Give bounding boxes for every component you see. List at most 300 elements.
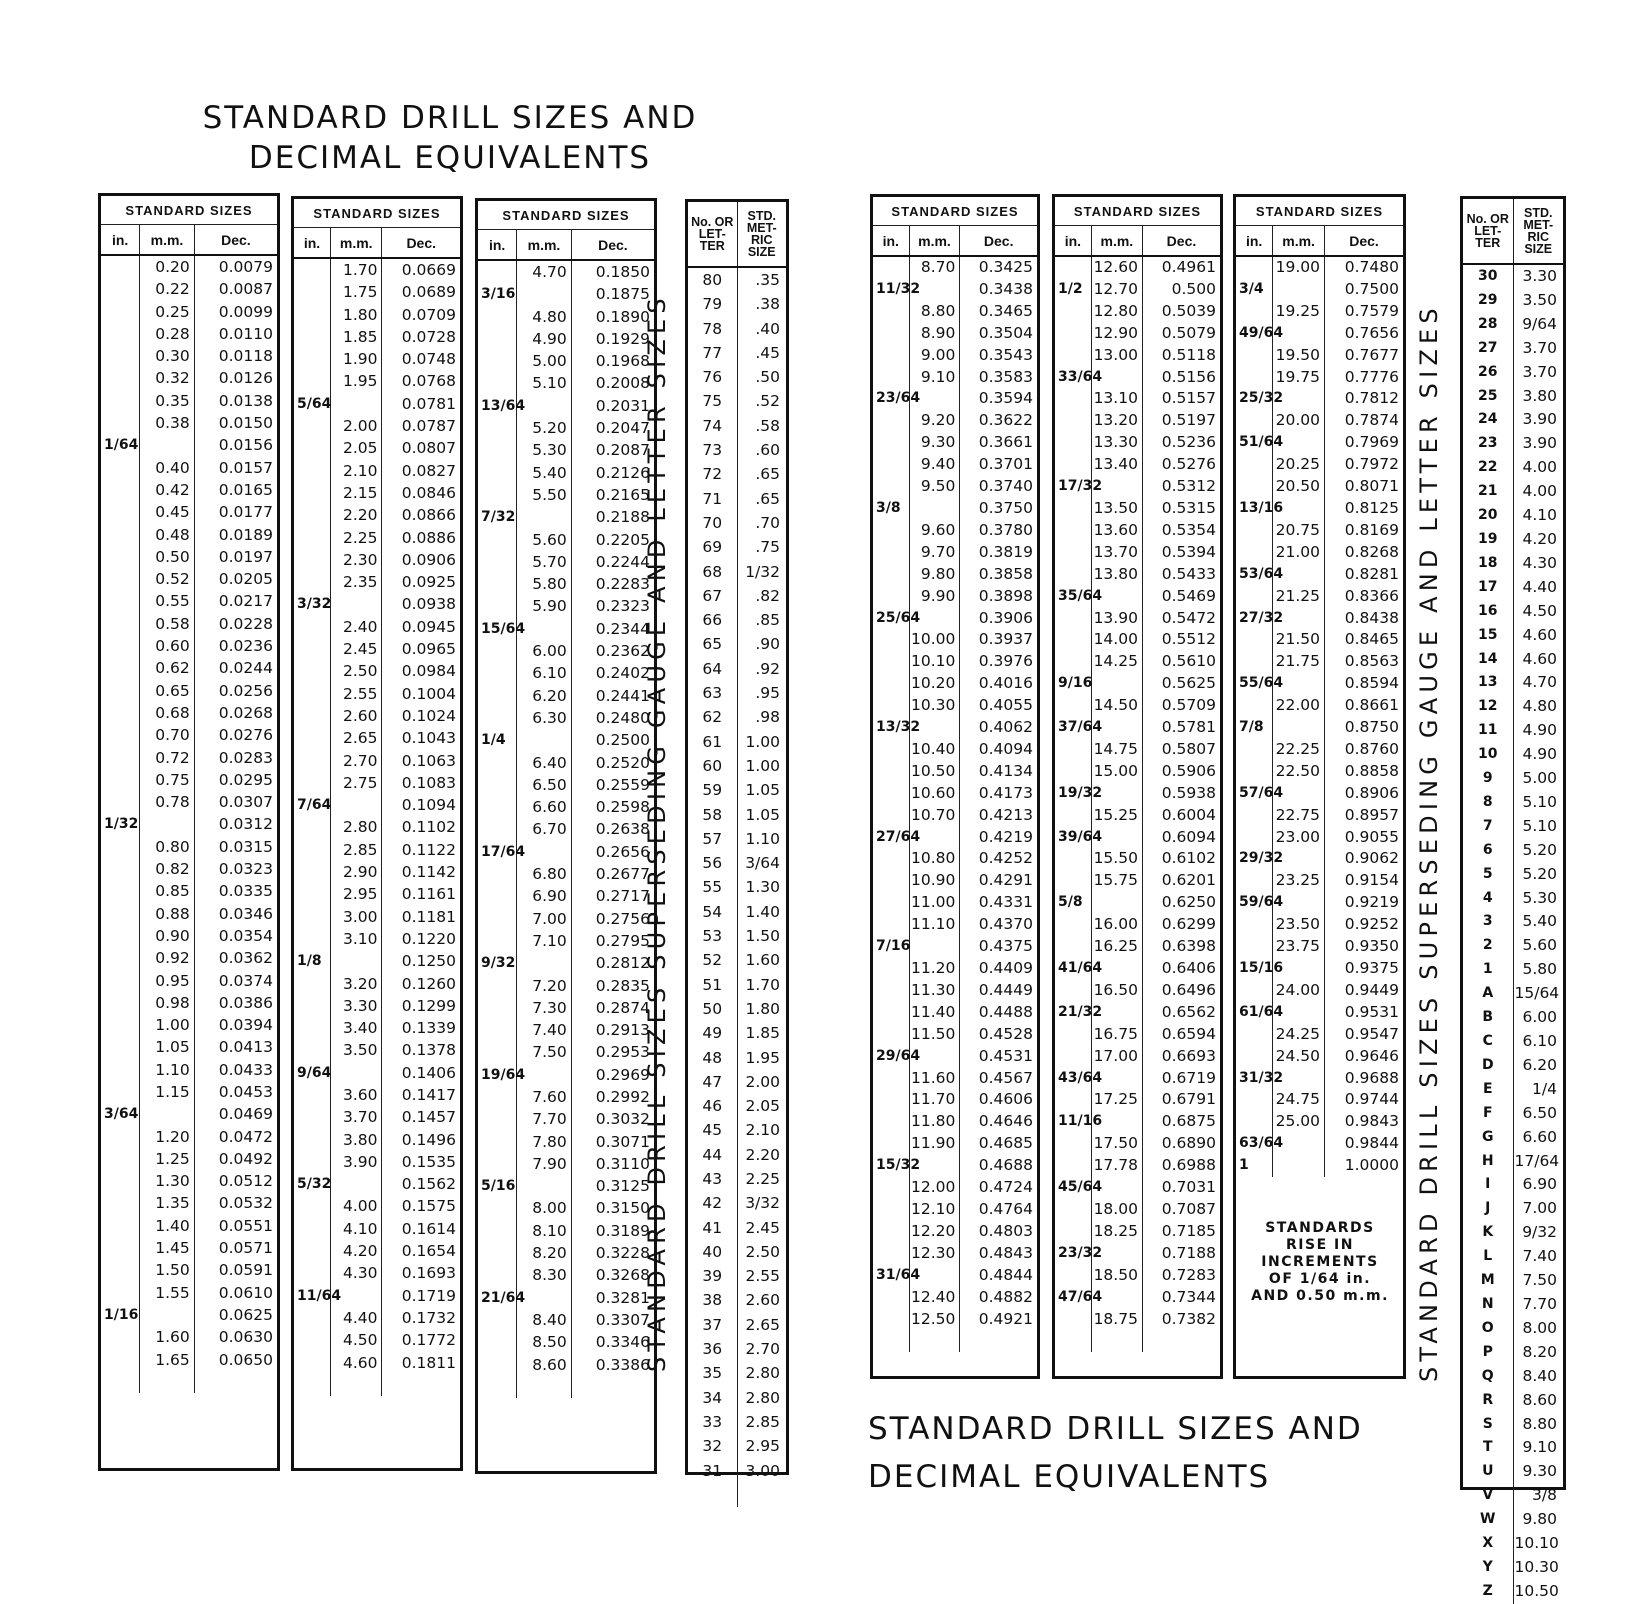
decimal-cell: 0.7776: [1325, 367, 1404, 389]
decimal-cell: 0.0217: [194, 590, 277, 612]
decimal-cell: 0.2165: [571, 484, 654, 506]
table-row: [1236, 1046, 1403, 1068]
metric-size-cell: 2.10: [737, 1118, 786, 1142]
table-row: [1463, 1006, 1563, 1030]
inch-fraction-cell: 63/64: [1239, 1135, 1284, 1152]
inch-fraction-cell: [101, 323, 140, 345]
decimal-cell: [1142, 1330, 1220, 1352]
gauge-number-cell: 64: [702, 659, 723, 678]
decimal-cell: 0.3622: [960, 410, 1037, 432]
metric-size-cell: 8.00: [1513, 1317, 1563, 1341]
mm-cell: 0.82: [140, 858, 195, 880]
gauge-number-cell: 70: [702, 513, 723, 532]
decimal-cell: 0.1260: [382, 973, 460, 995]
table-row: [873, 323, 1037, 345]
decimal-cell: 0.0945: [382, 616, 460, 638]
table-row: [688, 632, 786, 656]
inch-fraction-cell: [294, 415, 331, 437]
inch-fraction-cell: [101, 1237, 140, 1259]
metric-size-cell: 4.90: [1513, 719, 1563, 743]
gauge-number-cell: 25: [1478, 387, 1498, 404]
mm-cell: 22.75: [1273, 805, 1325, 827]
table-row: [1463, 337, 1563, 361]
gauge-number-cell: 6: [1482, 841, 1493, 858]
mm-cell: 3.30: [331, 995, 382, 1017]
table-row: [1463, 1365, 1563, 1389]
decimal-cell: 0.7579: [1325, 301, 1404, 323]
table-row: [294, 1262, 460, 1284]
decimal-cell: 0.5354: [1142, 520, 1220, 542]
metric-size-cell: .60: [737, 438, 786, 462]
inch-fraction-cell: [873, 1068, 909, 1090]
decimal-cell: 0.3583: [960, 367, 1037, 389]
mm-cell: 2.55: [331, 683, 382, 705]
table-row: [1463, 1317, 1563, 1341]
inch-fraction-cell: [294, 527, 331, 549]
table-row: [478, 707, 654, 729]
table-row: [1055, 498, 1220, 520]
decimal-cell: 0.1102: [382, 816, 460, 838]
gauge-number-cell: 57: [702, 829, 723, 848]
decimal-cell: 0.2402: [571, 662, 654, 684]
metric-size-cell: 3.90: [1513, 432, 1563, 456]
gauge-number-cell: 51: [702, 975, 723, 994]
decimal-cell: 0.0256: [194, 680, 277, 702]
table-row: [478, 306, 654, 328]
table-row: [1055, 958, 1220, 980]
metric-size-cell: 17/64: [1513, 1150, 1563, 1174]
decimal-cell: 0.1122: [382, 839, 460, 861]
inch-fraction-cell: [873, 564, 909, 586]
table-row: [478, 506, 654, 528]
decimal-cell: 0.2969: [571, 1064, 654, 1086]
gauge-number-cell: 36: [702, 1340, 723, 1359]
inch-fraction-cell: [101, 791, 140, 813]
mm-cell: 4.50: [331, 1329, 382, 1351]
metric-size-cell: 2.80: [737, 1361, 786, 1385]
table-row: [478, 1197, 654, 1219]
metric-size-cell: 7.00: [1513, 1197, 1563, 1221]
mm-cell: 4.00: [331, 1195, 382, 1217]
inch-fraction-cell: 7/64: [297, 797, 332, 814]
table-row: [873, 827, 1037, 849]
table-row: [101, 769, 277, 791]
inch-fraction-cell: 3/8: [876, 499, 901, 516]
group-header-row: [478, 201, 654, 230]
gauge-number-cell: V: [1482, 1487, 1494, 1504]
mm-cell: 17.78: [1091, 1155, 1142, 1177]
decimal-cell: 0.4961: [1142, 256, 1220, 279]
decimal-cell: 0.0728: [382, 326, 460, 348]
mm-cell: 0.28: [140, 323, 195, 345]
inch-fraction-cell: [1236, 914, 1273, 936]
inch-fraction-cell: [294, 883, 331, 905]
table-row: [1463, 289, 1563, 313]
table-row: [1236, 673, 1403, 695]
decimal-cell: 0.1719: [382, 1285, 460, 1307]
inch-fraction-cell: [873, 476, 909, 498]
decimal-cell: 0.5079: [1142, 323, 1220, 345]
decimal-cell: 0.4173: [960, 783, 1037, 805]
table-row: [478, 283, 654, 305]
inch-fraction-cell: [101, 903, 140, 925]
decimal-cell: 0.5512: [1142, 629, 1220, 651]
inch-fraction-cell: [478, 417, 517, 439]
decimal-cell: 0.4409: [960, 958, 1037, 980]
decimal-cell: 0.0413: [194, 1036, 277, 1058]
table-row: [688, 389, 786, 413]
metric-size-cell: 2.05: [737, 1094, 786, 1118]
inch-fraction-cell: [478, 1354, 517, 1376]
decimal-cell: 0.0312: [194, 813, 277, 835]
size-table: [294, 199, 460, 1396]
inch-fraction-cell: [1236, 520, 1273, 542]
table-row: [294, 571, 460, 593]
inch-fraction-cell: [101, 457, 140, 479]
inch-fraction-cell: [101, 1192, 140, 1214]
mm-cell: 13.60: [1091, 520, 1142, 542]
gauge-number-cell: 3: [1482, 913, 1493, 930]
mm-cell: 8.70: [909, 256, 960, 279]
inch-fraction-cell: 3/4: [1239, 280, 1264, 297]
table-row: [873, 914, 1037, 936]
table-row: [688, 1021, 786, 1045]
mm-cell: [517, 506, 572, 528]
decimal-cell: [194, 1371, 277, 1393]
decimal-cell: 0.0650: [194, 1349, 277, 1371]
mm-cell: 0.85: [140, 880, 195, 902]
decimal-cell: 0.1378: [382, 1039, 460, 1061]
metric-size-cell: 2.70: [737, 1337, 786, 1361]
inch-fraction-cell: [101, 367, 140, 389]
decimal-cell: 0.2008: [571, 372, 654, 394]
decimal-cell: 0.0689: [382, 281, 460, 303]
inch-fraction-cell: [101, 947, 140, 969]
table-row: [1463, 1030, 1563, 1054]
mm-cell: 0.72: [140, 747, 195, 769]
inch-fraction-cell: 7/32: [481, 509, 516, 526]
metric-size-cell: 3.30: [1513, 264, 1563, 289]
table-row: [873, 256, 1037, 279]
table-row: [688, 560, 786, 584]
table-row: [688, 681, 786, 705]
table-row: [688, 657, 786, 681]
decimal-cell: 0.3543: [960, 345, 1037, 367]
table-row: [1463, 695, 1563, 719]
table-row: [478, 618, 654, 640]
table-row: [478, 997, 654, 1019]
inch-fraction-cell: [294, 482, 331, 504]
decimal-cell: 0.7500: [1325, 279, 1404, 301]
table-row: [688, 1459, 786, 1483]
table-row: [478, 1354, 654, 1376]
gauge-table-left: [685, 199, 789, 1480]
table-row: [1055, 739, 1220, 761]
inch-fraction-cell: [478, 1331, 517, 1353]
gauge-number-cell: 31: [702, 1461, 723, 1480]
mm-cell: 8.40: [517, 1309, 572, 1331]
inch-fraction-cell: [873, 1111, 909, 1133]
mm-cell: 19.50: [1273, 345, 1325, 367]
col-inch-header: in.: [294, 228, 331, 259]
mm-cell: 19.25: [1273, 301, 1325, 323]
table-row: [1236, 783, 1403, 805]
decimal-cell: 0.1457: [382, 1106, 460, 1128]
mm-cell: 2.00: [331, 415, 382, 437]
decimal-cell: 0.9646: [1325, 1046, 1404, 1068]
inch-fraction-cell: 13/32: [876, 719, 921, 736]
table-row: [478, 1376, 654, 1398]
mm-cell: 3.00: [331, 906, 382, 928]
mm-cell: 21.75: [1273, 651, 1325, 673]
gauge-number-cell: 19: [1478, 530, 1498, 547]
table-row: [1236, 1111, 1403, 1133]
table-row: [1236, 1089, 1403, 1111]
col-dec-header: Dec.: [960, 226, 1037, 257]
col-mm-header: m.m.: [140, 225, 195, 256]
table-row: [688, 1410, 786, 1434]
table-row: [478, 395, 654, 417]
inch-fraction-cell: 7/8: [1239, 719, 1264, 736]
metric-size-cell: 5.60: [1513, 934, 1563, 958]
inch-fraction-cell: 5/8: [1058, 894, 1083, 911]
mm-cell: 13.80: [1091, 564, 1142, 586]
decimal-cell: 0.7677: [1325, 345, 1404, 367]
inch-fraction-cell: [873, 542, 909, 564]
table-row: [873, 629, 1037, 651]
mm-cell: [517, 1175, 572, 1197]
metric-size-cell: 4.70: [1513, 671, 1563, 695]
gauge-number-cell: 35: [702, 1364, 723, 1383]
inch-fraction-cell: [101, 858, 140, 880]
metric-size-cell: 1/4: [1513, 1078, 1563, 1102]
table-row: [294, 1329, 460, 1351]
metric-size-cell: .58: [737, 414, 786, 438]
metric-size-cell: 2.45: [737, 1216, 786, 1240]
mm-cell: 1.00: [140, 1014, 195, 1036]
table-row: [101, 880, 277, 902]
inch-fraction-cell: [1055, 914, 1091, 936]
table-row: [873, 542, 1037, 564]
inch-fraction-cell: [873, 870, 909, 892]
inch-fraction-cell: [873, 432, 909, 454]
table-row: [873, 1221, 1037, 1243]
decimal-cell: 0.3150: [571, 1197, 654, 1219]
inch-fraction-cell: [294, 258, 331, 281]
metric-size-cell: 5.10: [1513, 791, 1563, 815]
metric-size-header: STD. MET- RIC SIZE: [1513, 199, 1563, 264]
mm-cell: 7.30: [517, 997, 572, 1019]
mm-cell: [331, 950, 382, 972]
table-row: [1236, 980, 1403, 1002]
metric-size-cell: 3.80: [1513, 385, 1563, 409]
decimal-cell: 0.1614: [382, 1218, 460, 1240]
decimal-cell: 0.1875: [571, 283, 654, 305]
inch-fraction-cell: 33/64: [1058, 368, 1103, 385]
table-row: [1055, 1309, 1220, 1331]
decimal-cell: 0.8594: [1325, 673, 1404, 695]
mm-cell: 1.75: [331, 281, 382, 303]
inch-fraction-cell: [1055, 629, 1091, 651]
table-row: [873, 805, 1037, 827]
inch-fraction-cell: 1/32: [104, 816, 139, 833]
table-row: [101, 1215, 277, 1237]
decimal-cell: 0.0906: [382, 549, 460, 571]
metric-size-cell: 4.10: [1513, 504, 1563, 528]
table-row: [294, 973, 460, 995]
metric-size-cell: 5.20: [1513, 839, 1563, 863]
table-row: [478, 529, 654, 551]
metric-size-cell: 5.00: [1513, 767, 1563, 791]
mm-cell: 3.70: [331, 1106, 382, 1128]
metric-size-cell: .95: [737, 681, 786, 705]
decimal-cell: 0.5039: [1142, 301, 1220, 323]
inch-fraction-cell: [1236, 870, 1273, 892]
table-row: [1236, 301, 1403, 323]
table-row: [688, 511, 786, 535]
inch-fraction-cell: [873, 1309, 909, 1331]
table-row: [1236, 914, 1403, 936]
table-row: [101, 791, 277, 813]
table-row: [688, 1434, 786, 1458]
table-row: [688, 803, 786, 827]
table-row: [478, 930, 654, 952]
decimal-cell: 0.3898: [960, 586, 1037, 608]
inch-fraction-cell: [873, 454, 909, 476]
decimal-cell: 0.5472: [1142, 608, 1220, 630]
inch-fraction-cell: [1055, 695, 1091, 717]
table-row: [688, 1070, 786, 1094]
table-row: [688, 462, 786, 486]
inch-fraction-cell: [101, 278, 140, 300]
inch-fraction-cell: [101, 1014, 140, 1036]
mm-cell: 10.50: [909, 761, 960, 783]
table-row: [101, 590, 277, 612]
inch-fraction-cell: 21/64: [481, 1289, 526, 1306]
table-row: [478, 1175, 654, 1197]
inch-fraction-cell: [1236, 476, 1273, 498]
mm-cell: 14.75: [1091, 739, 1142, 761]
mm-cell: 20.50: [1273, 476, 1325, 498]
inch-fraction-cell: [1055, 1133, 1091, 1155]
decimal-cell: 0.0079: [194, 255, 277, 278]
gauge-table: [688, 202, 786, 1507]
table-row: [688, 608, 786, 632]
decimal-cell: 0.3937: [960, 629, 1037, 651]
decimal-cell: 0.0984: [382, 660, 460, 682]
decimal-cell: 0.6094: [1142, 827, 1220, 849]
inch-fraction-cell: [294, 906, 331, 928]
inch-fraction-cell: [1236, 586, 1273, 608]
table-row: [1463, 1532, 1563, 1556]
inch-fraction-cell: [294, 437, 331, 459]
table-row: [873, 717, 1037, 739]
table-row: [101, 1170, 277, 1192]
decimal-cell: 0.3594: [960, 388, 1037, 410]
inch-fraction-cell: 25/32: [1239, 390, 1284, 407]
decimal-cell: 0.4921: [960, 1309, 1037, 1331]
gauge-number-cell: 50: [702, 999, 723, 1018]
inch-fraction-cell: [873, 1199, 909, 1221]
table-row: [478, 439, 654, 461]
title-line: STANDARD DRILL SIZES AND: [202, 100, 698, 136]
mm-cell: 11.30: [909, 980, 960, 1002]
mm-cell: 10.60: [909, 783, 960, 805]
inch-fraction-cell: [294, 772, 331, 794]
mm-cell: 5.80: [517, 573, 572, 595]
mm-cell: 15.50: [1091, 848, 1142, 870]
mm-cell: 2.70: [331, 750, 382, 772]
metric-size-cell: 7.70: [1513, 1293, 1563, 1317]
inch-fraction-cell: [101, 970, 140, 992]
mm-cell: 1.65: [140, 1349, 195, 1371]
gauge-number-cell: 67: [702, 586, 723, 605]
table-row: [1463, 600, 1563, 624]
metric-size-header: STD. MET- RIC SIZE: [737, 202, 786, 267]
drill-size-table-4: [870, 194, 1040, 1379]
gauge-number-cell: 13: [1478, 674, 1498, 691]
table-row: [873, 301, 1037, 323]
table-row: [1463, 791, 1563, 815]
mm-cell: 12.50: [909, 1309, 960, 1331]
inch-fraction-cell: [101, 479, 140, 501]
decimal-cell: 0.4213: [960, 805, 1037, 827]
gauge-number-cell: 72: [702, 465, 723, 484]
note-line: AND 0.50 m.m.: [1251, 1288, 1389, 1304]
decimal-cell: 0.1575: [382, 1195, 460, 1217]
decimal-cell: 0.9219: [1325, 892, 1404, 914]
decimal-cell: 0.4764: [960, 1199, 1037, 1221]
mm-cell: 9.20: [909, 410, 960, 432]
inch-fraction-cell: [101, 992, 140, 1014]
inch-fraction-cell: [873, 345, 909, 367]
gauge-number-cell: E: [1482, 1080, 1493, 1097]
col-dec-header: Dec.: [1142, 226, 1220, 257]
mm-cell: [140, 434, 195, 456]
mm-cell: 7.50: [517, 1041, 572, 1063]
table-row: [1055, 1024, 1220, 1046]
inch-fraction-cell: [294, 281, 331, 303]
mm-cell: [1273, 279, 1325, 301]
mm-cell: 7.10: [517, 930, 572, 952]
table-row: [478, 1287, 654, 1309]
decimal-cell: 0.0150: [194, 412, 277, 434]
inch-fraction-cell: [101, 1282, 140, 1304]
metric-size-cell: 1.05: [737, 778, 786, 802]
inch-fraction-cell: [873, 629, 909, 651]
inch-fraction-cell: [478, 462, 517, 484]
decimal-cell: 0.2756: [571, 908, 654, 930]
inch-fraction-cell: [294, 750, 331, 772]
table-row: [1463, 528, 1563, 552]
mm-cell: [517, 1376, 572, 1398]
table-row: [873, 958, 1037, 980]
decimal-cell: [960, 1330, 1037, 1352]
metric-size-cell: 1.05: [737, 803, 786, 827]
inch-fraction-cell: [294, 1307, 331, 1329]
mm-cell: 13.40: [1091, 454, 1142, 476]
table-row: [294, 1195, 460, 1217]
mm-cell: 0.32: [140, 367, 195, 389]
mm-cell: 11.00: [909, 892, 960, 914]
inch-fraction-cell: [478, 975, 517, 997]
mm-cell: 7.40: [517, 1019, 572, 1041]
decimal-cell: 0.9531: [1325, 1002, 1404, 1024]
mm-cell: 10.00: [909, 629, 960, 651]
decimal-cell: 0.0453: [194, 1081, 277, 1103]
mm-cell: [140, 1304, 195, 1326]
metric-size-cell: 9.30: [1513, 1460, 1563, 1484]
